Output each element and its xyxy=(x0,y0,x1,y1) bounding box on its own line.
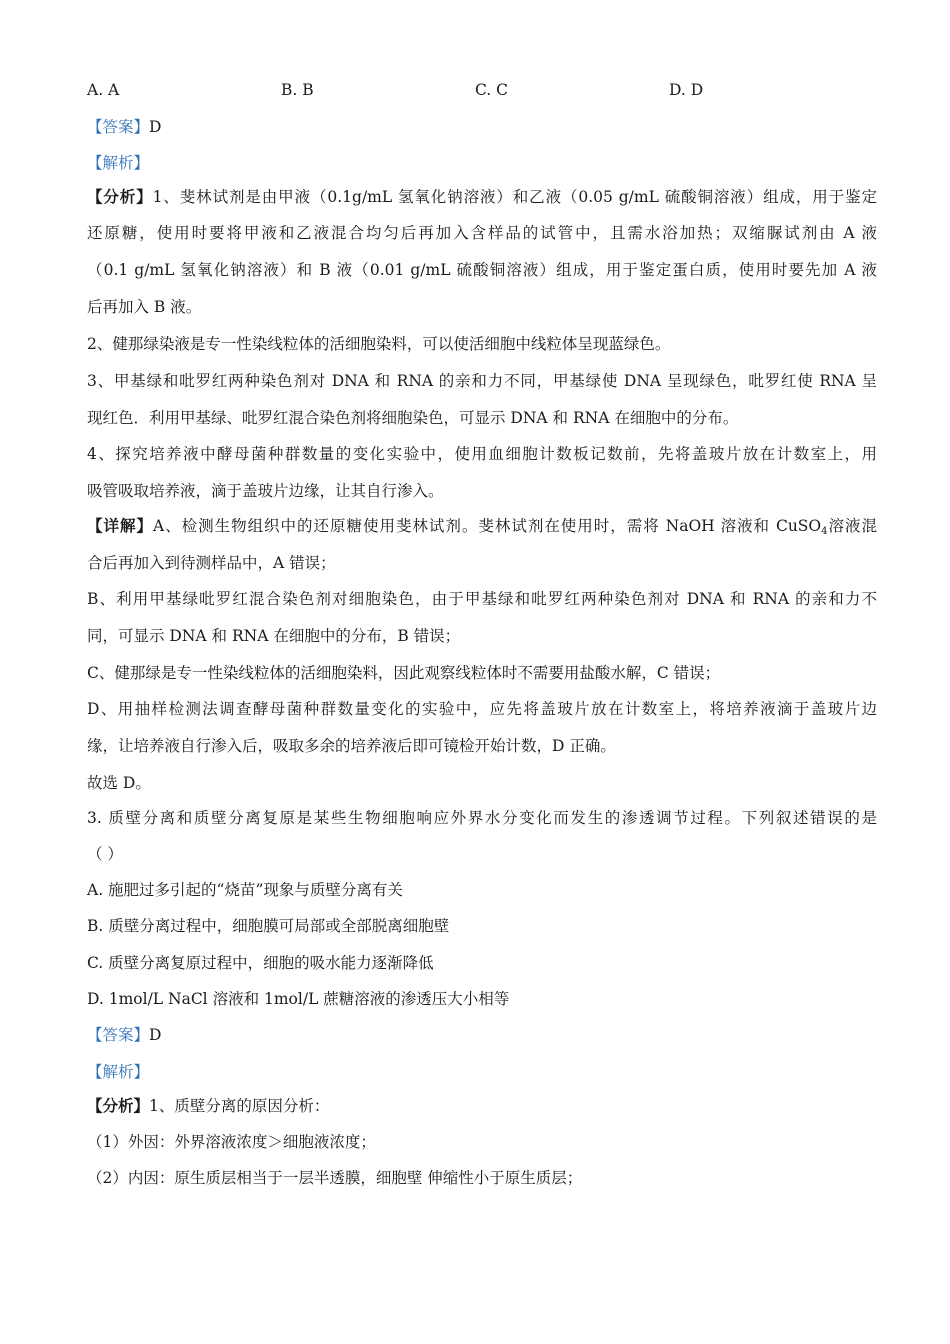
q2-detail-d-line2: 缘，让培养液自行渗入后，吸取多余的培养液后即可镜检开始计数，D 正确。 xyxy=(87,737,616,755)
q3-option-d: D. 1mol/L NaCl 溶液和 1mol/L 蔗糖溶液的渗透压大小相等 xyxy=(87,990,510,1008)
analysis-prefix: 【分析】 xyxy=(87,187,153,206)
q2-detail-c: C、健那绿是专一性染线粒体的活细胞染料，因此观察线粒体时不需要用盐酸水解，C 错误； xyxy=(87,664,721,682)
subscript: 4 xyxy=(821,526,828,537)
answer-value: D xyxy=(149,118,162,136)
q2-analysis-p2: 2、健那绿染液是专一性染线粒体的活细胞染料，可以使活细胞中线粒体呈现蓝绿色。 xyxy=(87,335,671,353)
analysis-text: 1、斐林试剂是由甲液（0.1g/mL 氢氧化钠溶液）和乙液（0.05 g/mL 硫酸铜溶液）组成，用于鉴定 xyxy=(152,188,877,206)
q3-analysis-line1 xyxy=(87,1095,877,1117)
q2-detail-b-line1: B、利用甲基绿吡罗红混合染色剂对细胞染色，由于甲基绿和吡罗红两种染色剂对 DNA 和 RNA 的亲和力不 xyxy=(87,590,877,608)
q3-option-c: C. 质壁分离复原过程中，细胞的吸水能力逐渐降低 xyxy=(87,954,434,972)
q3-option-b: B. 质壁分离过程中，细胞膜可局部或全部脱离细胞壁 xyxy=(87,917,450,935)
q2-analysis-heading xyxy=(87,152,877,174)
answer-value: D xyxy=(149,1026,162,1044)
answer-tag: 【答案】 xyxy=(87,1026,150,1044)
analysis-tag: 【解析】 xyxy=(87,154,150,172)
q2-analysis-p1-line3: （0.1 g/mL 氢氧化钠溶液）和 B 液（0.01 g/mL 硫酸铜溶液）组成，用于鉴定蛋白质，使用时要先加 A 液 xyxy=(87,261,877,279)
q3-answer xyxy=(87,1024,877,1046)
detail-text: 溶液混 xyxy=(827,517,877,535)
analysis-prefix: 【分析】 xyxy=(87,1096,150,1115)
q2-detail-a-line1 xyxy=(87,515,877,543)
q2-analysis-p1-line4: 后再加入 B 液。 xyxy=(87,298,202,316)
q3-analysis-line2: （1）外因：外界溶液浓度＞细胞液浓度； xyxy=(87,1133,376,1151)
q2-conclusion: 故选 D。 xyxy=(87,774,151,792)
q2-detail-d-line1: D、用抽样检测法调查酵母菌种群数量变化的实验中，应先将盖玻片放在计数室上，将培养液滴于盖玻片边 xyxy=(87,700,877,718)
answer-tag: 【答案】 xyxy=(87,118,150,136)
q2-analysis-p1-line1 xyxy=(87,186,877,208)
q2-answer xyxy=(87,116,877,138)
detail-prefix: 【详解】 xyxy=(87,516,153,535)
q2-option-d: D. D xyxy=(669,81,704,99)
q3-stem-line2: （ ） xyxy=(87,845,123,863)
q2-analysis-p3-line1: 3、甲基绿和吡罗红两种染色剂对 DNA 和 RNA 的亲和力不同，甲基绿使 DNA 呈现绿色，吡罗红使 RNA 呈 xyxy=(87,372,877,390)
analysis-text: 1、质壁分离的原因分析： xyxy=(149,1097,330,1115)
q3-option-a: A. 施肥过多引起的“烧苗”现象与质壁分离有关 xyxy=(87,881,403,899)
q2-analysis-p1-line2: 还原糖，使用时要将甲液和乙液混合均匀后再加入含样品的试管中，且需水浴加热；双缩脲试剂由 A 液 xyxy=(87,224,877,242)
analysis-tag: 【解析】 xyxy=(87,1063,150,1081)
q2-option-c: C. C xyxy=(475,81,509,99)
q2-analysis-p4-line2: 吸管吸取培养液，滴于盖玻片边缘，让其自行渗入。 xyxy=(87,482,444,500)
q2-option-a: A. A xyxy=(87,81,120,99)
q3-analysis-line3: （2）内因：原生质层相当于一层半透膜，细胞壁 伸缩性小于原生质层； xyxy=(87,1169,583,1187)
q2-detail-b-line2: 同，可显示 DNA 和 RNA 在细胞中的分布，B 错误； xyxy=(87,627,461,645)
q2-analysis-p3-line2: 现红色．利用甲基绿、吡罗红混合染色剂将细胞染色，可显示 DNA 和 RNA 在细胞中的分布。 xyxy=(87,409,739,427)
q2-analysis-p4-line1: 4、探究培养液中酵母菌种群数量的变化实验中，使用血细胞计数板记数前，先将盖玻片放在计数室上，用 xyxy=(87,445,877,463)
q3-stem-line1: 3. 质壁分离和质壁分离复原是某些生物细胞响应外界水分变化而发生的渗透调节过程。下列叙述错误的是 xyxy=(87,809,877,827)
q2-option-b: B. B xyxy=(281,81,314,99)
detail-text: A、检测生物组织中的还原糖使用斐林试剂。斐林试剂在使用时，需将 NaOH 溶液和 CuSO xyxy=(152,517,822,535)
q2-detail-a-line2: 合后再加入到待测样品中，A 错误； xyxy=(87,554,336,572)
q3-analysis-heading xyxy=(87,1061,877,1083)
